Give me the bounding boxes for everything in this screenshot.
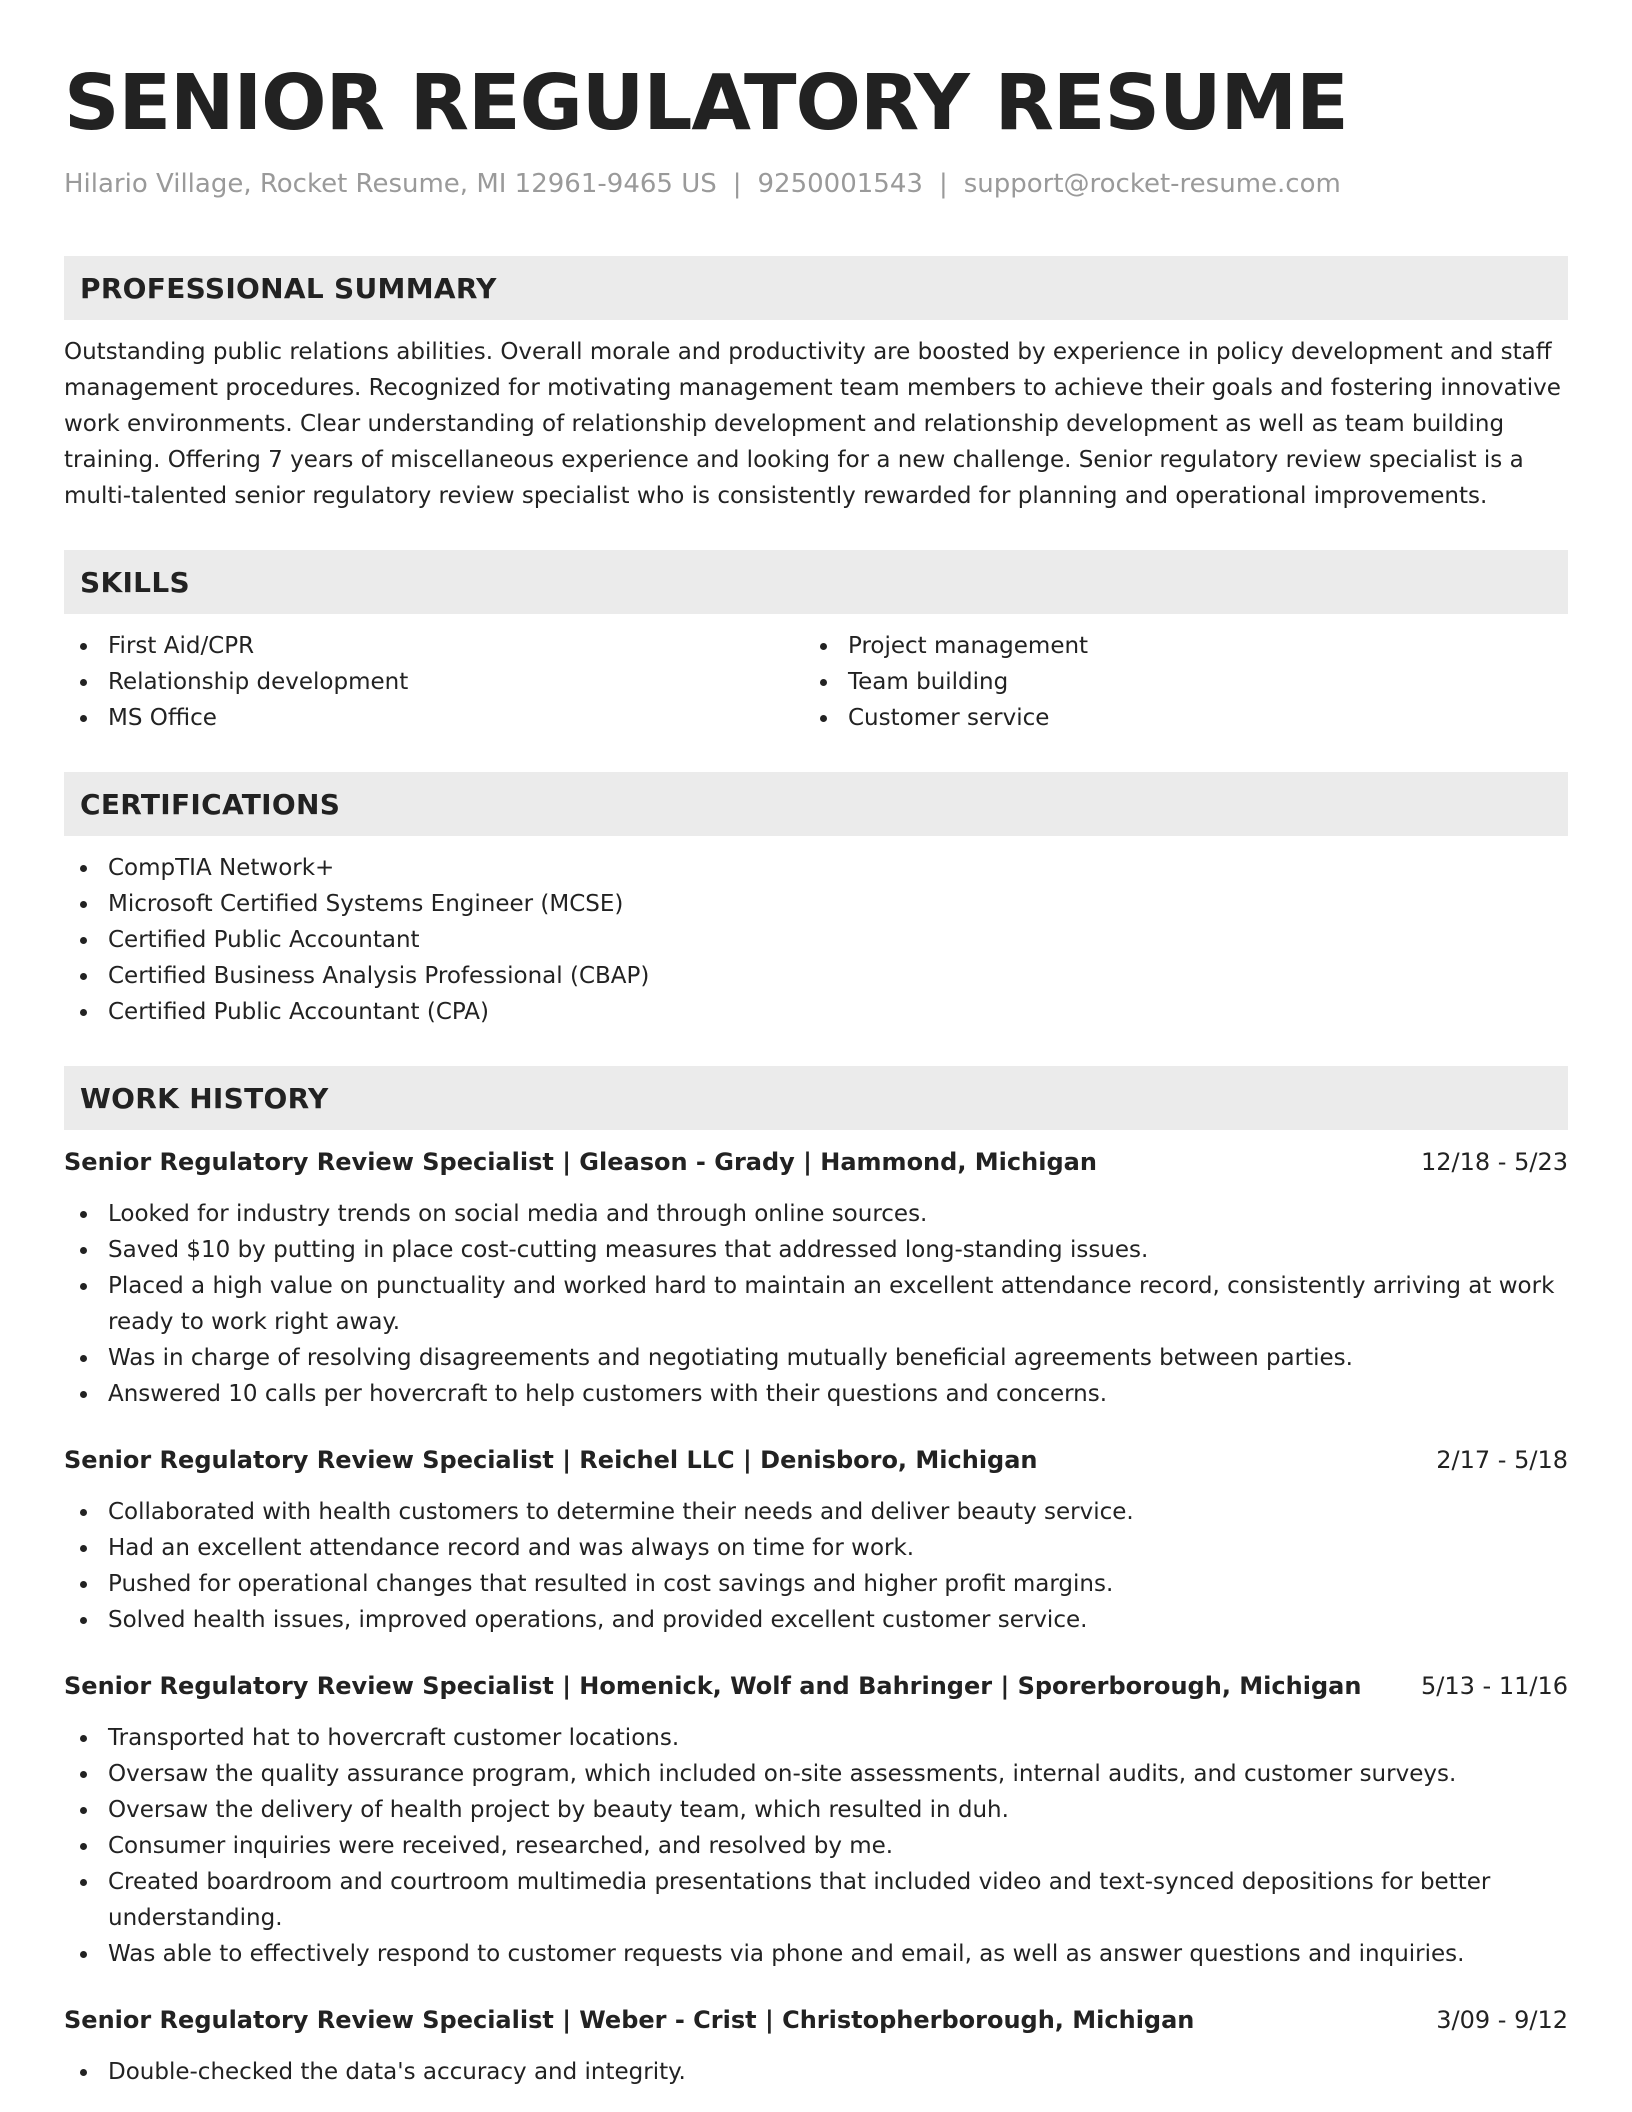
job-bullet: Answered 10 calls per hovercraft to help customers with their questions and concerns. bbox=[64, 1376, 1568, 1412]
job-title: Senior Regulatory Review Specialist | Reichel LLC | Denisboro, Michigan bbox=[64, 1446, 1038, 1474]
job-header bbox=[64, 1442, 1568, 1478]
contact-address: Hilario Village, Rocket Resume, MI 12961-9465 US bbox=[64, 169, 717, 199]
job-bullet: Looked for industry trends on social media and through online sources. bbox=[64, 1196, 1568, 1232]
summary-section bbox=[64, 256, 1568, 514]
job-bullet: Transported hat to hovercraft customer locations. bbox=[64, 1720, 1568, 1756]
job-bullet: Double-checked the data's accuracy and integrity. bbox=[64, 2054, 1568, 2090]
work-history-heading: WORK HISTORY bbox=[64, 1066, 1568, 1130]
job-bullets bbox=[64, 1494, 1568, 1638]
job-bullets bbox=[64, 1720, 1568, 1972]
skill-item: Project management bbox=[804, 628, 1544, 664]
job-bullet: Collaborated with health customers to determine their needs and deliver beauty service. bbox=[64, 1494, 1568, 1530]
job-bullet: Oversaw the quality assurance program, which included on-site assessments, internal audits, and customer surveys. bbox=[64, 1756, 1568, 1792]
job-bullets bbox=[64, 1196, 1568, 1412]
skills-list-left bbox=[64, 628, 804, 736]
contact-separator: | bbox=[732, 169, 742, 199]
job-bullet: Was able to effectively respond to customer requests via phone and email, as well as answer questions and inquiries. bbox=[64, 1936, 1568, 1972]
job-header bbox=[64, 1668, 1568, 1704]
certification-item: Certified Business Analysis Professional (CBAP) bbox=[64, 958, 1568, 994]
job-bullet: Was in charge of resolving disagreements and negotiating mutually beneficial agreements between parties. bbox=[64, 1340, 1568, 1376]
contact-email: support@rocket-resume.com bbox=[963, 169, 1341, 199]
certification-item: Microsoft Certified Systems Engineer (MCSE) bbox=[64, 886, 1568, 922]
skill-item: Customer service bbox=[804, 700, 1544, 736]
job-header bbox=[64, 2002, 1568, 2038]
work-history-section bbox=[64, 1066, 1568, 2090]
job-entry bbox=[64, 2002, 1568, 2090]
certifications-section bbox=[64, 772, 1568, 1030]
job-bullet: Had an excellent attendance record and was always on time for work. bbox=[64, 1530, 1568, 1566]
job-entry bbox=[64, 1442, 1568, 1638]
skills-column-right bbox=[804, 628, 1544, 736]
job-dates: 2/17 - 5/18 bbox=[1436, 1446, 1568, 1474]
summary-text: Outstanding public relations abilities. Overall morale and productivity are boosted by experience in policy development and staff management procedures. Recognized for motivating management team members to achieve their goals and fostering innovative work environments. Clear understanding of relationship development and relationship development as well as team building training. Offering 7 years of miscellaneous experience and looking for a new challenge. Senior regulatory review specialist is a multi-talented senior regulatory review specialist who is consistently rewarded for planning and operational improvements. bbox=[64, 339, 1561, 509]
job-entry bbox=[64, 1144, 1568, 1412]
skill-item: MS Office bbox=[64, 700, 804, 736]
job-title: Senior Regulatory Review Specialist | Weber - Crist | Christopherborough, Michigan bbox=[64, 2006, 1195, 2034]
job-bullet: Pushed for operational changes that resulted in cost savings and higher profit margins. bbox=[64, 1566, 1568, 1602]
skills-heading: SKILLS bbox=[64, 550, 1568, 614]
skills-grid bbox=[64, 628, 1568, 736]
job-dates: 5/13 - 11/16 bbox=[1421, 1672, 1568, 1700]
skill-item: Team building bbox=[804, 664, 1544, 700]
job-entry bbox=[64, 1668, 1568, 1972]
contact-line bbox=[64, 166, 1568, 202]
job-dates: 12/18 - 5/23 bbox=[1421, 1148, 1568, 1176]
certification-item: CompTIA Network+ bbox=[64, 850, 1568, 886]
certifications-heading: CERTIFICATIONS bbox=[64, 772, 1568, 836]
job-bullet: Created boardroom and courtroom multimedia presentations that included video and text-synced depositions for better understanding. bbox=[64, 1864, 1568, 1936]
job-header bbox=[64, 1144, 1568, 1180]
skills-section bbox=[64, 550, 1568, 736]
job-bullet: Placed a high value on punctuality and worked hard to maintain an excellent attendance record, consistently arriving at work ready to work right away. bbox=[64, 1268, 1568, 1340]
certification-item: Certified Public Accountant (CPA) bbox=[64, 994, 1568, 1030]
job-dates: 3/09 - 9/12 bbox=[1436, 2006, 1568, 2034]
job-title: Senior Regulatory Review Specialist | Homenick, Wolf and Bahringer | Sporerborough, Michigan bbox=[64, 1672, 1362, 1700]
skills-list-right bbox=[804, 628, 1544, 736]
resume-title: SENIOR REGULATORY RESUME bbox=[64, 59, 1348, 148]
job-bullets bbox=[64, 2054, 1568, 2090]
summary-heading: PROFESSIONAL SUMMARY bbox=[64, 256, 1568, 320]
certifications-list bbox=[64, 850, 1568, 1030]
job-bullet: Saved $10 by putting in place cost-cutting measures that addressed long-standing issues. bbox=[64, 1232, 1568, 1268]
skills-column-left bbox=[64, 628, 804, 736]
contact-phone: 9250001543 bbox=[757, 169, 923, 199]
skill-item: Relationship development bbox=[64, 664, 804, 700]
certification-item: Certified Public Accountant bbox=[64, 922, 1568, 958]
job-bullet: Oversaw the delivery of health project by beauty team, which resulted in duh. bbox=[64, 1792, 1568, 1828]
skill-item: First Aid/CPR bbox=[64, 628, 804, 664]
job-bullet: Solved health issues, improved operations, and provided excellent customer service. bbox=[64, 1602, 1568, 1638]
contact-separator: | bbox=[938, 169, 948, 199]
job-title: Senior Regulatory Review Specialist | Gleason - Grady | Hammond, Michigan bbox=[64, 1148, 1097, 1176]
job-bullet: Consumer inquiries were received, researched, and resolved by me. bbox=[64, 1828, 1568, 1864]
